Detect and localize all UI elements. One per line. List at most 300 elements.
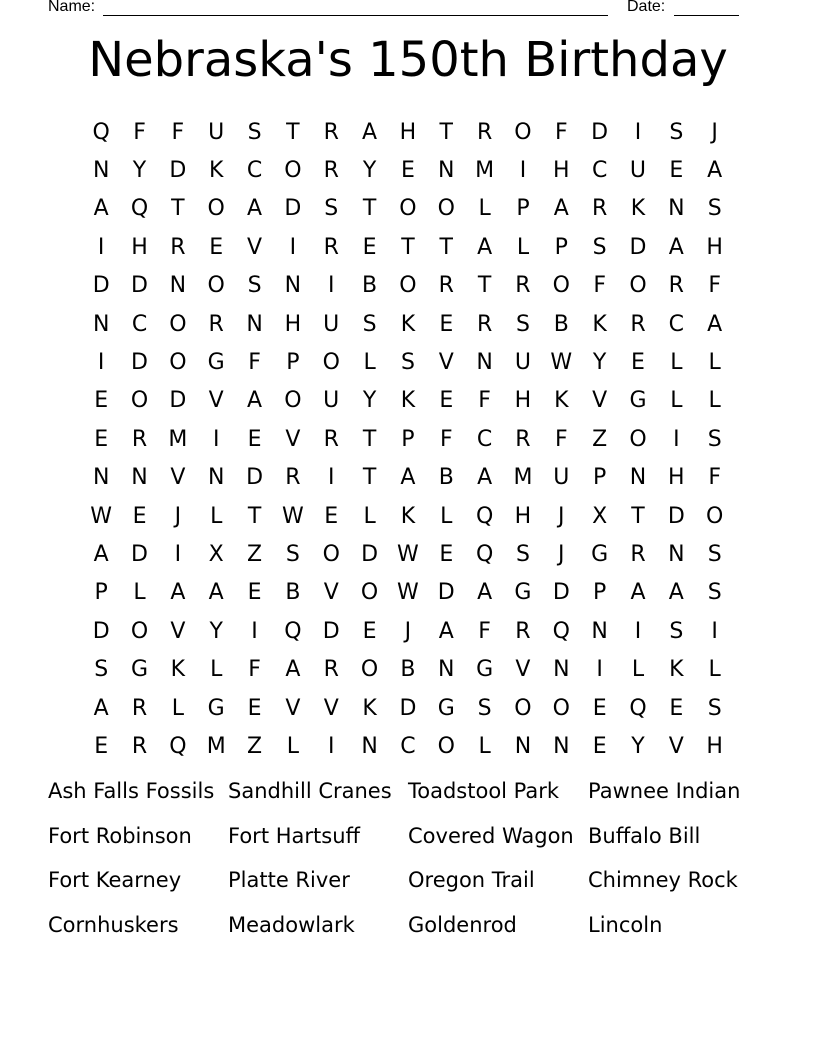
- grid-letter[interactable]: F: [171, 119, 185, 145]
- grid-letter[interactable]: L: [708, 657, 721, 683]
- grid-letter[interactable]: T: [362, 465, 377, 491]
- grid-letter[interactable]: B: [553, 311, 569, 337]
- grid-letter[interactable]: K: [400, 388, 416, 414]
- grid-letter[interactable]: H: [706, 733, 723, 759]
- grid-letter[interactable]: Q: [475, 541, 494, 567]
- grid-letter[interactable]: R: [476, 311, 493, 337]
- grid-letter[interactable]: J: [558, 503, 565, 529]
- grid-letter[interactable]: R: [323, 657, 339, 683]
- grid-letter[interactable]: A: [208, 580, 224, 606]
- grid-letter[interactable]: L: [670, 350, 683, 376]
- grid-letter[interactable]: C: [400, 733, 416, 759]
- grid-letter[interactable]: D: [131, 273, 148, 299]
- grid-letter[interactable]: K: [630, 196, 646, 222]
- grid-letter[interactable]: X: [208, 541, 224, 567]
- grid-letter[interactable]: E: [247, 580, 262, 606]
- grid-letter[interactable]: M: [513, 465, 533, 491]
- grid-letter[interactable]: R: [515, 618, 531, 644]
- grid-letter[interactable]: K: [592, 311, 607, 337]
- grid-letter[interactable]: S: [477, 695, 492, 721]
- grid-letter[interactable]: O: [284, 158, 302, 184]
- grid-letter[interactable]: Y: [592, 350, 607, 376]
- grid-letter[interactable]: S: [247, 273, 262, 299]
- grid-letter[interactable]: F: [478, 388, 491, 414]
- grid-letter[interactable]: V: [323, 695, 339, 721]
- grid-letter[interactable]: R: [515, 426, 531, 452]
- grid-letter[interactable]: I: [212, 426, 220, 452]
- grid-letter[interactable]: E: [362, 618, 377, 644]
- grid-letter[interactable]: F: [554, 426, 568, 452]
- grid-letter[interactable]: S: [324, 196, 339, 222]
- grid-letter[interactable]: O: [706, 503, 724, 529]
- grid-letter[interactable]: L: [478, 196, 491, 222]
- grid-letter[interactable]: V: [438, 350, 454, 376]
- grid-letter[interactable]: E: [247, 695, 262, 721]
- grid-letter[interactable]: T: [286, 119, 300, 145]
- grid-letter[interactable]: N: [246, 311, 263, 337]
- grid-letter[interactable]: O: [207, 196, 225, 222]
- grid-letter[interactable]: S: [669, 618, 684, 644]
- grid-letter[interactable]: E: [94, 733, 109, 759]
- grid-letter[interactable]: R: [438, 273, 454, 299]
- grid-letter[interactable]: D: [399, 695, 417, 721]
- grid-letter[interactable]: A: [400, 465, 416, 491]
- grid-letter[interactable]: Z: [247, 541, 263, 567]
- grid-letter[interactable]: I: [327, 273, 335, 299]
- grid-letter[interactable]: N: [629, 465, 647, 491]
- grid-letter[interactable]: N: [553, 657, 570, 683]
- grid-letter[interactable]: T: [362, 196, 377, 222]
- grid-letter[interactable]: R: [591, 196, 608, 222]
- grid-letter[interactable]: W: [397, 580, 419, 606]
- grid-letter[interactable]: I: [327, 733, 335, 759]
- grid-letter[interactable]: V: [208, 388, 224, 414]
- grid-letter[interactable]: J: [404, 618, 412, 644]
- grid-letter[interactable]: O: [322, 541, 340, 567]
- grid-letter[interactable]: P: [401, 426, 415, 452]
- grid-letter[interactable]: A: [93, 695, 109, 721]
- grid-letter[interactable]: Q: [552, 618, 570, 644]
- grid-letter[interactable]: V: [170, 618, 186, 644]
- grid-letter[interactable]: N: [591, 618, 608, 644]
- grid-letter[interactable]: T: [401, 234, 415, 260]
- grid-letter[interactable]: E: [439, 311, 454, 337]
- grid-letter[interactable]: U: [514, 350, 531, 376]
- grid-row: [82, 689, 734, 727]
- grid-letter[interactable]: E: [631, 350, 645, 376]
- grid-letter[interactable]: F: [439, 426, 453, 452]
- grid-letter[interactable]: E: [592, 695, 607, 721]
- grid-letter[interactable]: E: [400, 158, 415, 184]
- grid-letter[interactable]: U: [553, 465, 570, 491]
- grid-letter[interactable]: N: [476, 350, 493, 376]
- grid-letter[interactable]: I: [634, 618, 642, 644]
- grid-letter[interactable]: U: [323, 311, 340, 337]
- grid-letter[interactable]: E: [247, 426, 262, 452]
- grid-letter[interactable]: R: [131, 426, 148, 452]
- grid-letter[interactable]: H: [399, 119, 417, 145]
- grid-letter[interactable]: K: [400, 311, 416, 337]
- grid-letter[interactable]: F: [708, 465, 721, 491]
- grid-letter[interactable]: K: [170, 657, 186, 683]
- grid-letter[interactable]: T: [439, 119, 453, 145]
- grid-letter[interactable]: S: [707, 695, 722, 721]
- grid-letter[interactable]: A: [668, 580, 684, 606]
- grid-letter[interactable]: P: [94, 580, 108, 606]
- grid-letter[interactable]: G: [207, 350, 225, 376]
- grid-letter[interactable]: S: [515, 541, 530, 567]
- grid-letter[interactable]: O: [284, 388, 302, 414]
- grid-letter[interactable]: P: [516, 196, 530, 222]
- grid-letter[interactable]: A: [553, 196, 569, 222]
- grid-letter[interactable]: O: [629, 273, 647, 299]
- grid-letter[interactable]: S: [94, 657, 109, 683]
- grid-letter[interactable]: N: [438, 158, 455, 184]
- grid-letter[interactable]: E: [94, 388, 109, 414]
- name-blank-line[interactable]: [103, 15, 608, 16]
- grid-letter[interactable]: W: [90, 503, 113, 529]
- grid-letter[interactable]: A: [93, 541, 109, 567]
- grid-letter[interactable]: R: [131, 733, 148, 759]
- grid-letter[interactable]: N: [92, 465, 110, 491]
- worksheet-header: [0, 0, 816, 18]
- grid-row: [82, 267, 734, 305]
- grid-letter[interactable]: F: [593, 273, 606, 299]
- grid-letter[interactable]: C: [591, 158, 608, 184]
- grid-letter[interactable]: V: [285, 695, 301, 721]
- grid-letter[interactable]: S: [592, 234, 607, 260]
- grid-letter[interactable]: L: [210, 657, 223, 683]
- grid-letter[interactable]: I: [251, 618, 258, 644]
- grid-letter[interactable]: E: [94, 426, 109, 452]
- grid-letter[interactable]: W: [397, 541, 419, 567]
- grid-letter[interactable]: Q: [629, 695, 647, 721]
- grid-letter[interactable]: G: [207, 695, 225, 721]
- grid-letter[interactable]: A: [247, 388, 263, 414]
- grid-letter[interactable]: O: [514, 119, 532, 145]
- grid-letter[interactable]: T: [439, 234, 453, 260]
- word-bank-item: Toadstool Park: [408, 779, 560, 803]
- grid-letter[interactable]: F: [133, 119, 146, 145]
- grid-letter[interactable]: P: [593, 580, 607, 606]
- grid-letter[interactable]: L: [708, 388, 721, 414]
- grid-letter[interactable]: R: [630, 541, 646, 567]
- word-bank-item: Covered Wagon: [408, 823, 574, 848]
- grid-letter[interactable]: U: [323, 388, 340, 414]
- grid-letter[interactable]: N: [131, 465, 148, 491]
- grid-letter[interactable]: C: [246, 158, 263, 184]
- grid-letter[interactable]: T: [631, 503, 645, 529]
- grid-letter[interactable]: E: [439, 541, 454, 567]
- grid-letter[interactable]: A: [247, 196, 263, 222]
- grid-letter[interactable]: N: [668, 196, 685, 222]
- grid-letter[interactable]: O: [130, 388, 149, 414]
- grid-letter[interactable]: O: [437, 196, 455, 222]
- grid-letter[interactable]: L: [440, 503, 453, 529]
- grid-letter[interactable]: W: [282, 503, 304, 529]
- grid-letter[interactable]: K: [554, 388, 569, 414]
- grid-letter[interactable]: R: [476, 119, 493, 145]
- grid-letter[interactable]: A: [438, 618, 454, 644]
- grid-letter[interactable]: L: [708, 350, 721, 376]
- grid-letter[interactable]: Q: [92, 119, 110, 145]
- grid-letter[interactable]: Y: [631, 733, 645, 759]
- grid-letter[interactable]: L: [516, 234, 530, 260]
- grid-letter[interactable]: I: [711, 618, 718, 644]
- grid-letter[interactable]: D: [131, 350, 148, 376]
- grid-letter[interactable]: M: [168, 426, 188, 452]
- grid-letter[interactable]: O: [552, 273, 570, 299]
- grid-letter[interactable]: L: [210, 503, 223, 529]
- grid-letter[interactable]: A: [285, 657, 301, 683]
- grid-letter[interactable]: V: [247, 234, 263, 260]
- grid-letter[interactable]: F: [248, 350, 261, 376]
- grid-letter[interactable]: V: [668, 733, 684, 759]
- grid-letter[interactable]: E: [362, 234, 377, 260]
- grid-letter[interactable]: D: [131, 541, 148, 567]
- grid-letter[interactable]: S: [247, 119, 262, 145]
- grid-letter[interactable]: T: [247, 503, 262, 529]
- grid-letter[interactable]: H: [514, 503, 532, 529]
- grid-letter[interactable]: J: [711, 119, 718, 145]
- grid-letter[interactable]: N: [284, 273, 302, 299]
- grid-letter[interactable]: H: [284, 311, 302, 337]
- grid-letter[interactable]: S: [400, 350, 415, 376]
- grid-letter[interactable]: F: [248, 657, 261, 683]
- word-bank-item: Fort Hartsuff: [228, 823, 360, 848]
- grid-letter[interactable]: G: [130, 657, 149, 683]
- grid-letter[interactable]: L: [133, 580, 146, 606]
- grid-letter[interactable]: I: [634, 119, 642, 145]
- grid-letter[interactable]: P: [554, 234, 568, 260]
- grid-letter[interactable]: M: [206, 733, 226, 759]
- grid-letter[interactable]: L: [478, 733, 491, 759]
- grid-letter[interactable]: A: [477, 465, 493, 491]
- grid-letter[interactable]: M: [475, 158, 495, 184]
- grid-letter[interactable]: J: [174, 503, 182, 529]
- grid-letter[interactable]: I: [327, 465, 335, 491]
- grid-letter[interactable]: D: [169, 388, 187, 414]
- grid-letter[interactable]: F: [478, 618, 491, 644]
- grid-letter[interactable]: S: [707, 580, 722, 606]
- grid-letter[interactable]: S: [669, 119, 684, 145]
- grid-letter[interactable]: J: [558, 541, 565, 567]
- grid-letter[interactable]: S: [515, 311, 530, 337]
- grid-letter[interactable]: H: [131, 234, 148, 260]
- grid-letter[interactable]: A: [362, 119, 378, 145]
- grid-letter[interactable]: P: [593, 465, 607, 491]
- grid-letter[interactable]: Y: [362, 388, 377, 414]
- grid-letter[interactable]: E: [669, 695, 684, 721]
- grid-letter[interactable]: I: [174, 541, 182, 567]
- grid-letter[interactable]: D: [629, 234, 647, 260]
- grid-letter[interactable]: U: [208, 119, 225, 145]
- grid-letter[interactable]: R: [323, 426, 339, 452]
- grid-letter[interactable]: Y: [132, 158, 147, 184]
- grid-letter[interactable]: A: [707, 311, 723, 337]
- grid-letter[interactable]: K: [669, 657, 684, 683]
- grid-letter[interactable]: X: [592, 503, 608, 529]
- grid-letter[interactable]: V: [323, 580, 339, 606]
- grid-letter[interactable]: O: [169, 350, 187, 376]
- grid-letter[interactable]: E: [324, 503, 339, 529]
- grid-letter[interactable]: O: [514, 695, 532, 721]
- grid-letter[interactable]: E: [209, 234, 224, 260]
- grid-letter[interactable]: G: [514, 580, 532, 606]
- grid-letter[interactable]: D: [322, 618, 340, 644]
- grid-letter[interactable]: A: [93, 196, 109, 222]
- grid-letter[interactable]: N: [169, 273, 187, 299]
- grid-letter[interactable]: L: [286, 733, 300, 759]
- grid-letter[interactable]: E: [669, 158, 684, 184]
- word-bank-item: Fort Robinson: [48, 823, 192, 848]
- grid-letter[interactable]: H: [668, 465, 685, 491]
- grid-letter[interactable]: L: [171, 695, 184, 721]
- grid-letter[interactable]: R: [630, 311, 646, 337]
- grid-letter[interactable]: D: [667, 503, 685, 529]
- grid-letter[interactable]: O: [130, 618, 149, 644]
- grid-letter[interactable]: R: [323, 234, 339, 260]
- grid-letter[interactable]: Q: [130, 196, 149, 222]
- grid-letter[interactable]: S: [707, 196, 722, 222]
- grid-letter[interactable]: N: [668, 541, 685, 567]
- grid-letter[interactable]: R: [208, 311, 224, 337]
- grid-letter[interactable]: N: [438, 657, 455, 683]
- grid-letter[interactable]: O: [399, 273, 417, 299]
- grid-letter[interactable]: L: [363, 503, 376, 529]
- grid-letter[interactable]: N: [207, 465, 225, 491]
- grid-letter[interactable]: B: [438, 465, 454, 491]
- grid-letter[interactable]: E: [132, 503, 147, 529]
- grid-letter[interactable]: A: [477, 234, 493, 260]
- grid-letter[interactable]: N: [92, 158, 110, 184]
- grid-letter[interactable]: G: [629, 388, 647, 414]
- grid-letter[interactable]: H: [706, 234, 723, 260]
- grid-letter[interactable]: G: [437, 695, 455, 721]
- name-label: Name:: [48, 0, 96, 15]
- grid-letter[interactable]: N: [514, 733, 532, 759]
- grid-letter[interactable]: N: [92, 311, 110, 337]
- grid-letter[interactable]: N: [553, 733, 570, 759]
- grid-letter[interactable]: C: [131, 311, 148, 337]
- grid-letter[interactable]: B: [400, 657, 416, 683]
- grid-letter[interactable]: R: [323, 158, 339, 184]
- grid-letter[interactable]: D: [246, 465, 264, 491]
- grid-letter[interactable]: E: [439, 388, 454, 414]
- grid-letter[interactable]: H: [514, 388, 532, 414]
- grid-letter[interactable]: O: [552, 695, 570, 721]
- grid-letter[interactable]: R: [668, 273, 684, 299]
- grid-letter[interactable]: R: [131, 695, 148, 721]
- grid-letter[interactable]: R: [170, 234, 186, 260]
- grid-letter[interactable]: Q: [169, 733, 187, 759]
- grid-letter[interactable]: K: [362, 695, 377, 721]
- grid-letter[interactable]: O: [207, 273, 225, 299]
- grid-letter[interactable]: Q: [475, 503, 494, 529]
- grid-letter[interactable]: A: [477, 580, 493, 606]
- grid-letter[interactable]: S: [285, 541, 300, 567]
- grid-letter[interactable]: D: [437, 580, 455, 606]
- grid-letter[interactable]: G: [476, 657, 494, 683]
- grid-letter[interactable]: U: [629, 158, 647, 184]
- grid-letter[interactable]: Y: [362, 158, 377, 184]
- grid-letter[interactable]: O: [399, 196, 417, 222]
- grid-letter[interactable]: V: [592, 388, 608, 414]
- grid-letter[interactable]: Y: [209, 618, 223, 644]
- grid-letter[interactable]: A: [668, 234, 684, 260]
- grid-letter[interactable]: L: [363, 350, 376, 376]
- grid-letter[interactable]: I: [519, 158, 527, 184]
- grid-letter[interactable]: R: [323, 119, 339, 145]
- grid-letter[interactable]: N: [361, 733, 378, 759]
- grid-letter[interactable]: D: [284, 196, 302, 222]
- grid-letter[interactable]: D: [92, 273, 110, 299]
- grid-letter[interactable]: K: [400, 503, 416, 529]
- grid-letter[interactable]: I: [97, 350, 105, 376]
- grid-letter[interactable]: I: [596, 657, 603, 683]
- grid-letter[interactable]: R: [515, 273, 531, 299]
- grid-letter[interactable]: T: [171, 196, 185, 222]
- grid-letter[interactable]: V: [285, 426, 301, 452]
- grid-letter[interactable]: F: [554, 119, 568, 145]
- grid-letter[interactable]: Z: [592, 426, 608, 452]
- grid-letter[interactable]: A: [170, 580, 186, 606]
- grid-letter[interactable]: A: [707, 158, 723, 184]
- grid-letter[interactable]: F: [708, 273, 721, 299]
- grid-letter[interactable]: V: [515, 657, 531, 683]
- grid-letter[interactable]: K: [208, 158, 224, 184]
- grid-letter[interactable]: D: [169, 158, 187, 184]
- grid-letter[interactable]: P: [286, 350, 300, 376]
- grid-letter[interactable]: B: [285, 580, 301, 606]
- word-bank-item: Pawnee Indian: [588, 779, 741, 803]
- grid-letter[interactable]: D: [591, 119, 609, 145]
- grid-letter[interactable]: B: [362, 273, 378, 299]
- grid-letter[interactable]: V: [170, 465, 186, 491]
- grid-letter[interactable]: O: [169, 311, 187, 337]
- grid-letter[interactable]: O: [629, 426, 647, 452]
- grid-letter[interactable]: O: [322, 350, 340, 376]
- grid-letter[interactable]: L: [631, 657, 645, 683]
- grid-letter[interactable]: T: [362, 426, 377, 452]
- grid-letter[interactable]: D: [361, 541, 379, 567]
- grid-letter[interactable]: G: [591, 541, 609, 567]
- grid-letter[interactable]: I: [673, 426, 680, 452]
- grid-letter[interactable]: O: [360, 657, 379, 683]
- grid-letter[interactable]: S: [362, 311, 377, 337]
- grid-letter[interactable]: C: [476, 426, 493, 452]
- grid-letter[interactable]: O: [437, 733, 455, 759]
- grid-letter[interactable]: L: [670, 388, 683, 414]
- grid-letter[interactable]: I: [289, 234, 297, 260]
- grid-letter[interactable]: D: [92, 618, 110, 644]
- grid-letter[interactable]: D: [552, 580, 570, 606]
- grid-letter[interactable]: T: [477, 273, 492, 299]
- grid-letter[interactable]: S: [707, 541, 722, 567]
- grid-letter[interactable]: I: [97, 234, 105, 260]
- grid-letter[interactable]: E: [592, 733, 607, 759]
- grid-letter[interactable]: Q: [284, 618, 302, 644]
- date-blank-line[interactable]: [674, 15, 739, 16]
- grid-letter[interactable]: H: [553, 158, 570, 184]
- grid-letter[interactable]: S: [707, 426, 722, 452]
- grid-letter[interactable]: O: [360, 580, 379, 606]
- grid-letter[interactable]: R: [285, 465, 301, 491]
- grid-letter[interactable]: W: [550, 350, 573, 376]
- grid-letter[interactable]: C: [668, 311, 685, 337]
- grid-letter[interactable]: Z: [247, 733, 263, 759]
- grid-letter[interactable]: A: [630, 580, 646, 606]
